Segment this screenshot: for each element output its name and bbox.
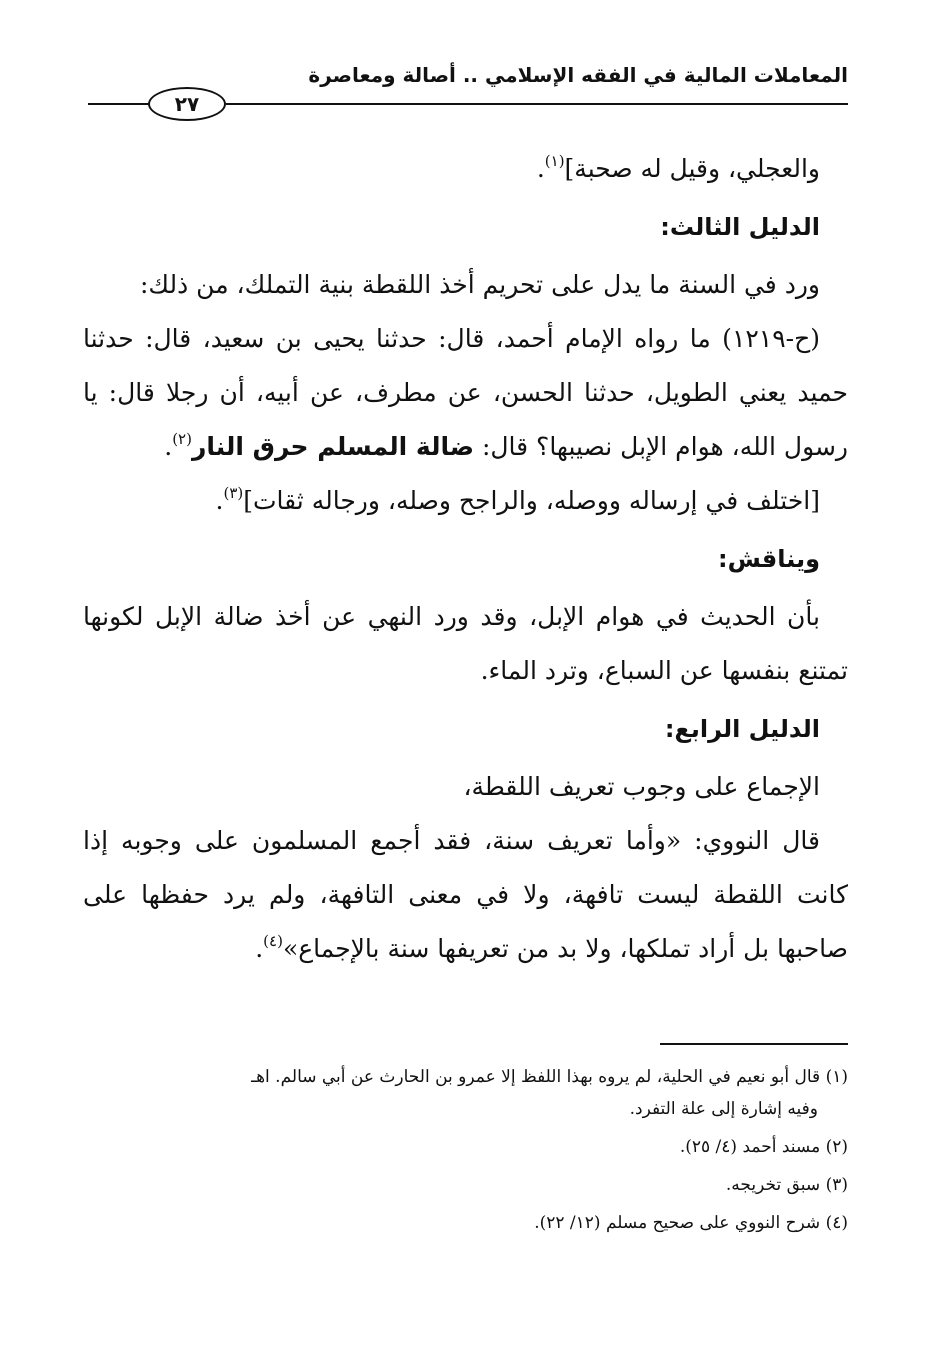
section-heading-fourth-evidence: الدليل الرابع: [664,715,820,743]
footnote-separator [660,1043,848,1045]
footnote-ref: (٢) [172,429,192,448]
paragraph-end: . [536,154,545,183]
hadith-text: (ح-١٢١٩) ما رواه الإمام أحمد، قال: حدثنا يحيى بن سعيد، قال: حدثنا حميد يعني الطويل، حدثنا الحسن، عن مطرف، عن أبيه، أن رجلا قال: يا رسول الله، هوام الإبل نصيبها؟ قال: [83,324,848,461]
page-number: ٢٧ [148,87,226,121]
quote-paragraph [83,814,848,976]
header-rule-left [88,103,150,105]
paragraph-end: . [255,934,264,963]
main-text [83,142,848,976]
section-heading-discussion: ويناقش: [718,545,820,573]
paragraph: الإجماع على وجوب تعريف اللقطة، [463,772,820,801]
grading-text: [اختلف في إرساله ووصله، والراجح وصله، ورجاله ثقات] [243,486,820,515]
header-rule-right [226,103,848,105]
hadith-quote: ضالة المسلم حرق النار [191,432,474,461]
paragraph-end: . [164,432,173,461]
paragraph-continuation [83,142,848,196]
running-title: المعاملات المالية في الفقه الإسلامي .. أصالة ومعاصرة [308,63,848,87]
footnote-ref: (٣) [223,483,244,502]
footnote-3: (٣) سبق تخريجه. [725,1175,848,1195]
footnotes [83,1058,848,1242]
paragraph-end: . [215,486,224,515]
footnote-1: (١) قال أبو نعيم في الحلية، لم يروه بهذا اللفظ إلا عمرو بن الحارث عن أبي سالم. اهـ [251,1067,848,1087]
paragraph: ورد في السنة ما يدل على تحريم أخذ اللقطة بنية التملك، من ذلك: [139,270,820,299]
paragraph: بأن الحديث في هوام الإبل، وقد ورد النهي عن أخذ ضالة الإبل لكونها تمتنع بنفسها عن السباع، وترد الماء. [83,602,848,685]
hadith-paragraph [83,312,848,474]
footnote-1-continuation: وفيه إشارة إلى علة التفرد. [629,1099,818,1119]
grading-note [83,474,848,528]
footnote-4: (٤) شرح النووي على صحيح مسلم (١٢/ ٢٢). [534,1213,848,1233]
footnote-ref: (١) [544,151,565,170]
footnote-ref: (٤) [263,931,283,950]
paragraph-text: والعجلي، وقيل له صحبة] [564,154,820,183]
footnote-2: (٢) مسند أحمد (٤/ ٢٥). [679,1137,848,1157]
section-heading-third-evidence: الدليل الثالث: [660,213,820,241]
quote-text: قال النووي: «وأما تعريف سنة، فقد أجمع المسلمون على وجوبه إذا كانت اللقطة ليست تافهة، ولا في معنى التافهة، ولم يرد حفظها على صاحبها بل أراد تملكها، ولا بد من تعريفها سنة بالإجماع» [83,826,848,963]
